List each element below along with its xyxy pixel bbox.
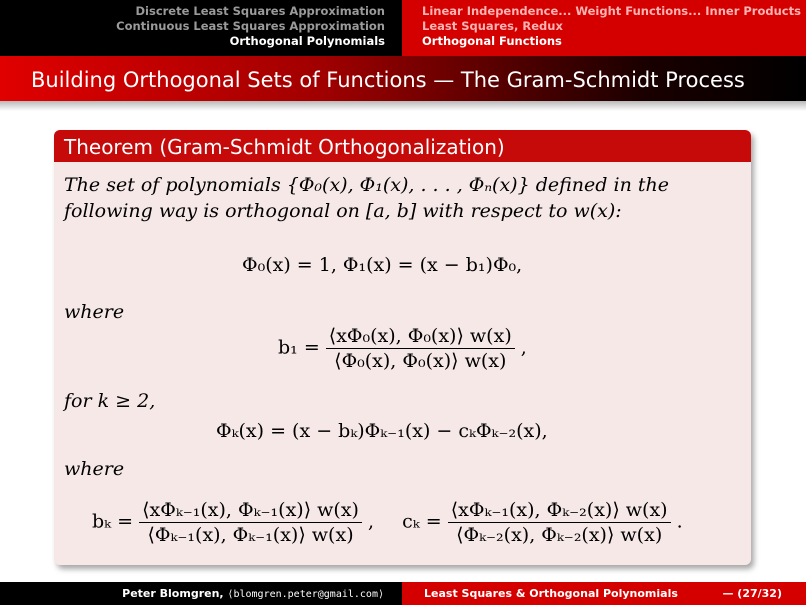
section-nav [0,0,402,56]
where-label-1: where [64,301,125,323]
footer-bar [0,582,806,605]
author-name: Peter Blomgren, [122,587,224,600]
navigation-bar [0,0,806,56]
equation-b1 [278,324,527,373]
statement-line-1: The set of polynomials {Φ₀(x), Φ₁(x), . . . , Φₙ(x)} defined in the [64,174,669,196]
slide-title: Building Orthogonal Sets of Functions — The Gram-Schmidt Process [0,56,806,101]
subsection-nav [402,0,806,56]
ck-denominator: ⟨Φₖ₋₂(x), Φₖ₋₂(x)⟩ w(x) [456,524,663,546]
b1-numerator: ⟨xΦ₀(x), Φ₀(x)⟩ w(x) [326,324,515,349]
ck-fraction [448,498,671,547]
ck-tail: . [676,510,683,533]
b1-tail: , [520,336,527,359]
b1-denominator: ⟨Φ₀(x), Φ₀(x)⟩ w(x) [334,350,507,372]
equation-phi0-phi1: Φ₀(x) = 1, Φ₁(x) = (x − b₁)Φ₀, [242,254,523,276]
nav-subsection-linear-independence[interactable]: Linear Independence... Weight Functions... Inner Products [422,4,801,18]
where-label-2: where [64,458,125,480]
footer-info [402,582,806,605]
equation-bk-ck [92,498,683,547]
b1-fraction [326,324,515,373]
footer-author [0,582,402,605]
nav-section-continuous[interactable]: Continuous Least Squares Approximation [116,19,385,33]
bk-numerator: ⟨xΦₖ₋₁(x), Φₖ₋₁(x)⟩ w(x) [139,498,362,523]
b1-lhs: b₁ = [278,336,320,359]
for-k-label: for k ≥ 2, [64,390,156,412]
nav-section-orthogonal-polynomials[interactable]: Orthogonal Polynomials [229,34,385,48]
nav-subsection-orthogonal-functions[interactable]: Orthogonal Functions [422,34,562,48]
theorem-heading: Theorem (Gram-Schmidt Orthogonalization) [54,130,751,162]
theorem-body [54,162,751,565]
title-shadow [0,101,806,111]
footer-talk-title: Least Squares & Orthogonal Polynomials [424,587,678,600]
bk-tail: , [368,510,375,533]
page-number: — (27/32) [722,587,782,600]
equation-recurrence: Φₖ(x) = (x − bₖ)Φₖ₋₁(x) − cₖΦₖ₋₂(x), [216,420,548,442]
ck-numerator: ⟨xΦₖ₋₁(x), Φₖ₋₂(x)⟩ w(x) [448,498,671,523]
ck-lhs: cₖ = [402,510,442,533]
statement-line-2: following way is orthogonal on [a, b] with respect to w(x): [64,200,622,222]
theorem-block [54,130,751,565]
nav-section-discrete[interactable]: Discrete Least Squares Approximation [135,4,385,18]
bk-lhs: bₖ = [92,510,134,533]
bk-fraction [139,498,362,547]
author-email: ⟨blomgren.peter@gmail.com⟩ [227,589,384,600]
bk-denominator: ⟨Φₖ₋₁(x), Φₖ₋₁(x)⟩ w(x) [147,524,354,546]
nav-subsection-least-squares-redux[interactable]: Least Squares, Redux [422,19,563,33]
